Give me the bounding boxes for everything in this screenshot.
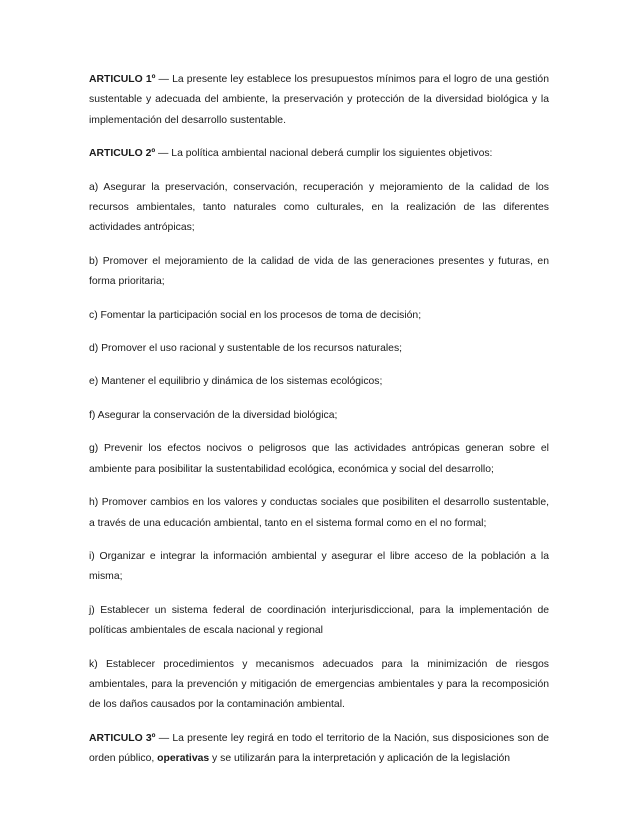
objective-a: a) Asegurar la preservación, conservación, recuperación y mejoramiento de la calidad de los recursos ambientales, tanto naturales como culturales, en la realización de las diferentes actividades antrópicas; — [89, 181, 549, 234]
article-2-label: ARTICULO 2º — [89, 148, 156, 160]
objective-h: h) Promover cambios en los valores y conductas sociales que posibiliten el desarrollo sustentable, a través de una educación ambiental, tanto en el sistema formal como en el no formal; — [89, 497, 549, 529]
article-2 — [89, 144, 549, 164]
article-1-text: — La presente ley establece los presupuestos mínimos para el logro de una gestión sustentable y adecuada del ambiente, la preservación y protección de la diversidad biológica y la implementación del desarrollo sustentable. — [89, 74, 549, 126]
article-3-text-before: — La presente ley regirá en todo el territorio de la Nación, sus disposiciones son de orden público, — [89, 732, 549, 765]
article-3-keyword: operativas — [157, 753, 210, 765]
article-3 — [89, 729, 549, 770]
objective-i: i) Organizar e integrar la información ambiental y asegurar el libre acceso de la población a la misma; — [89, 550, 549, 583]
article-1 — [89, 70, 549, 131]
article-3-label: ARTICULO 3º — [89, 732, 156, 744]
objective-g: g) Prevenir los efectos nocivos o peligrosos que las actividades antrópicas generan sobre el ambiente para posibilitar la sustentabilidad ecológica, económica y social del desarrollo; — [89, 443, 549, 475]
article-3-text-after: y se utilizarán para la interpretación y aplicación de la legislación — [209, 753, 511, 765]
objective-k: k) Establecer procedimientos y mecanismos adecuados para la minimización de riesgos ambientales, para la prevención y mitigación de emergencias ambientales y para la recomposición de los daños causados por la contaminación ambiental. — [89, 658, 549, 711]
objective-c: c) Fomentar la participación social en los procesos de toma de decisión; — [89, 309, 422, 321]
objective-j: j) Establecer un sistema federal de coordinación interjurisdiccional, para la implementación de políticas ambientales de escala nacional y regional — [89, 604, 549, 637]
article-2-text: — La política ambiental nacional deberá cumplir los siguientes objetivos: — [155, 148, 493, 160]
objective-f: f) Asegurar la conservación de la diversidad biológica; — [89, 409, 338, 421]
objective-d: d) Promover el uso racional y sustentable de los recursos naturales; — [89, 343, 403, 355]
objective-b: b) Promover el mejoramiento de la calidad de vida de las generaciones presentes y futuras, en forma prioritaria; — [89, 255, 549, 288]
document-body — [89, 70, 549, 783]
objective-e: e) Mantener el equilibrio y dinámica de los sistemas ecológicos; — [89, 376, 383, 388]
article-1-label: ARTICULO 1º — [89, 74, 156, 85]
